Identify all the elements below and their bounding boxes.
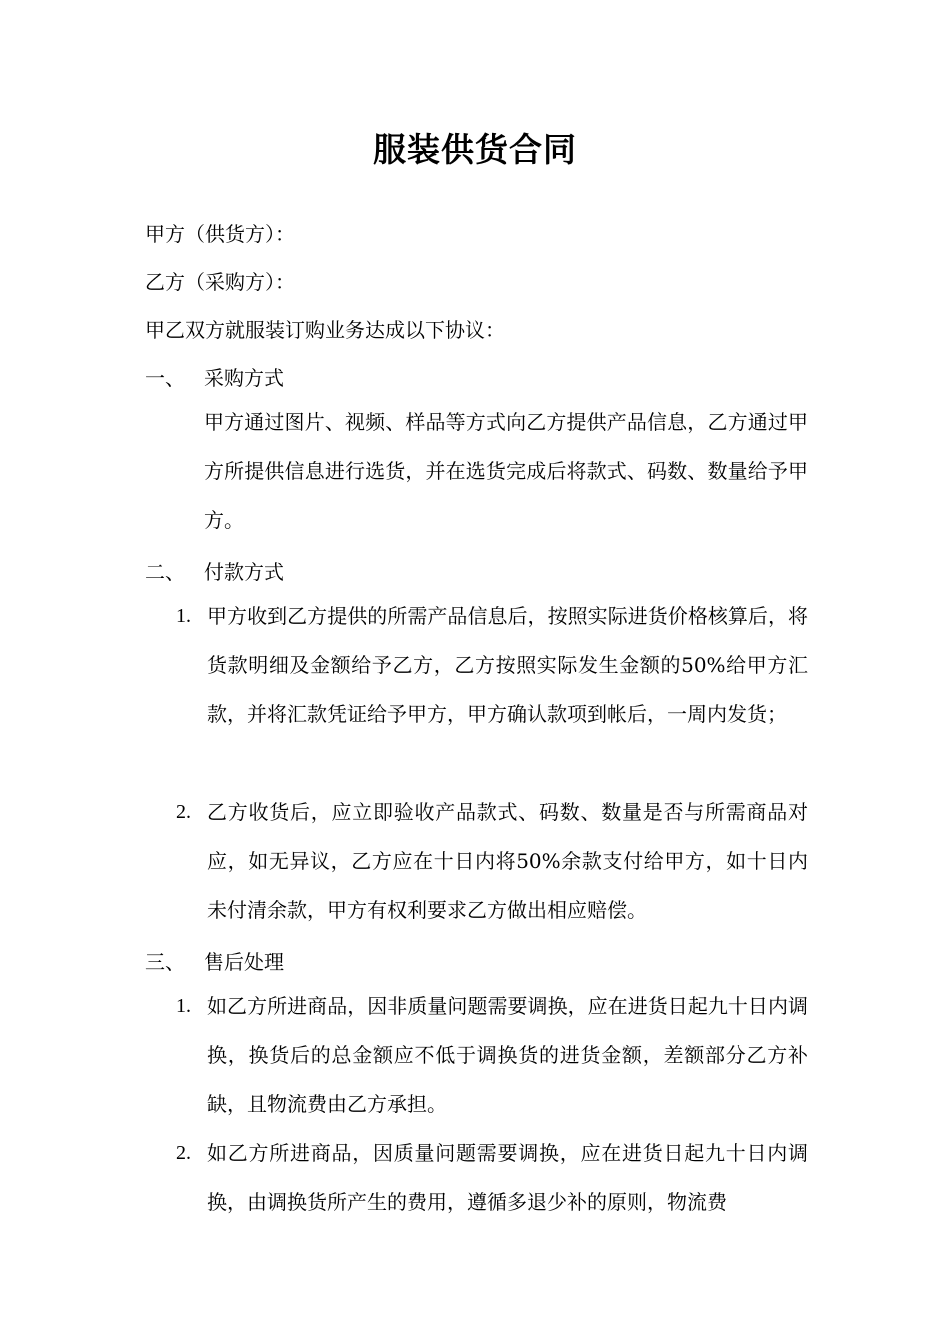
list-item-number: 2. bbox=[176, 1142, 191, 1164]
party-b-line: 乙方（采购方）： bbox=[145, 270, 295, 294]
section-number: 二、 bbox=[145, 560, 185, 584]
document-title: 服装供货合同 bbox=[373, 130, 577, 169]
section-number: 一、 bbox=[145, 366, 185, 390]
list-item-number: 1. bbox=[176, 605, 191, 627]
section-heading: 付款方式 bbox=[204, 560, 284, 584]
list-item-text: 如乙方所进商品，因质量问题需要调换，应在进货日起九十日内调换，由调换货所产生的费用，遵循多退少补的原则，物流费 bbox=[207, 1141, 808, 1214]
list-item-number: 1. bbox=[176, 995, 191, 1017]
party-a-line: 甲方（供货方）： bbox=[145, 222, 295, 246]
list-item-number: 2. bbox=[176, 801, 191, 823]
section-paragraph: 甲方通过图片、视频、样品等方式向乙方提供产品信息，乙方通过甲方所提供信息进行选货，并在选货完成后将款式、码数、数量给予甲方。 bbox=[204, 410, 808, 532]
section-heading: 售后处理 bbox=[204, 950, 284, 974]
intro-line: 甲乙双方就服装订购业务达成以下协议： bbox=[145, 318, 505, 342]
list-item-text: 甲方收到乙方提供的所需产品信息后，按照实际进货价格核算后，将货款明细及金额给予乙方，乙方按照实际发生金额的50%给甲方汇款，并将汇款凭证给予甲方，甲方确认款项到帐后，一周内发货； bbox=[207, 604, 808, 726]
list-item-text: 乙方收货后，应立即验收产品款式、码数、数量是否与所需商品对应，如无异议，乙方应在十日内将50%余款支付给甲方，如十日内未付清余款，甲方有权利要求乙方做出相应赔偿。 bbox=[207, 800, 808, 922]
section-heading: 采购方式 bbox=[204, 366, 284, 390]
list-item-text: 如乙方所进商品，因非质量问题需要调换，应在进货日起九十日内调换，换货后的总金额应不低于调换货的进货金额，差额部分乙方补缺，且物流费由乙方承担。 bbox=[207, 994, 808, 1116]
section-number: 三、 bbox=[145, 950, 185, 974]
